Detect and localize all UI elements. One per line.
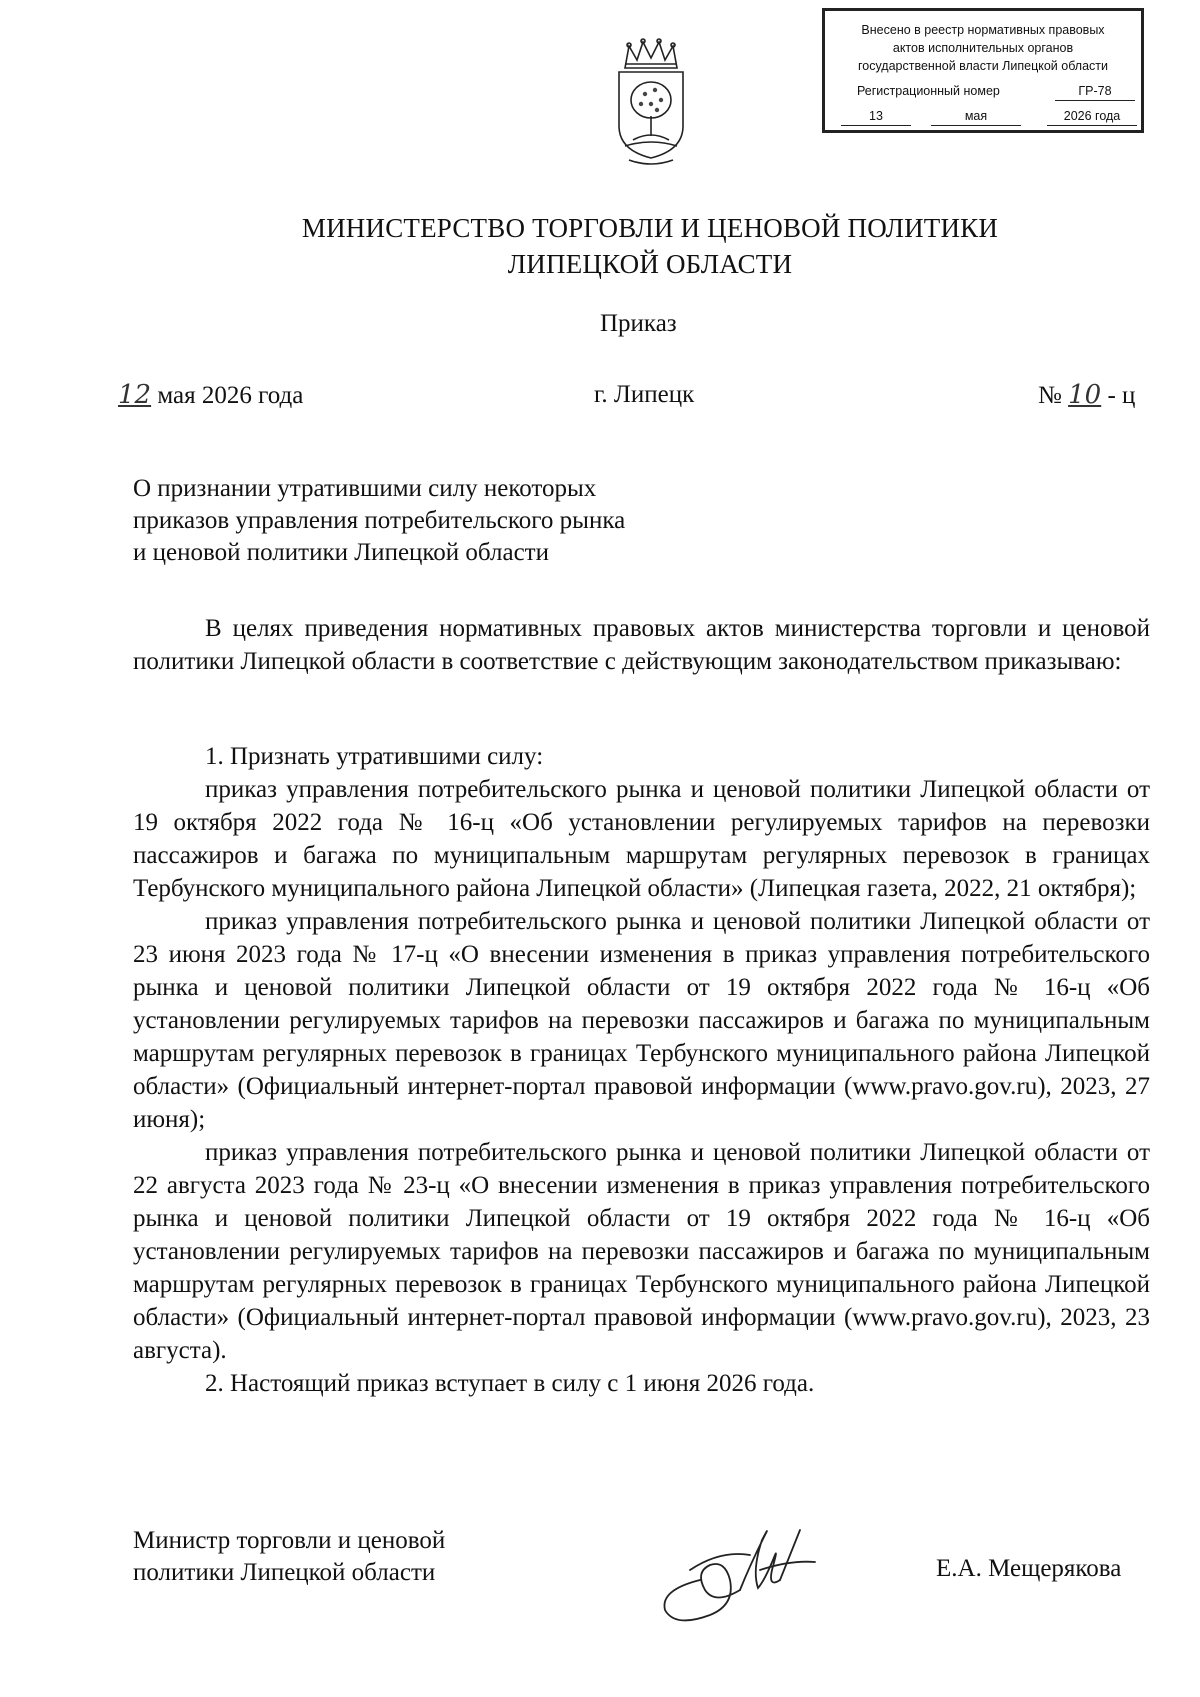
stamp-line-2: актов исполнительных органов <box>892 41 1074 55</box>
preamble-paragraph: В целях приведения нормативных правовых актов министерства торговли и ценовой политики Липецкой области в соответствие с действующим законодательством приказываю: <box>133 615 1150 675</box>
handwritten-signature <box>640 1510 840 1630</box>
ministry-header <box>0 210 1200 282</box>
ministry-name-line-2: ЛИПЕЦКОЙ ОБЛАСТИ <box>507 249 793 279</box>
subject-line-2: приказов управления потребительского рынка <box>133 507 626 534</box>
order-city: г. Липецк <box>594 381 695 408</box>
order-day-handwritten: 12 <box>118 380 152 410</box>
order-body <box>133 740 1150 1400</box>
item-1-order-b: приказ управления потребительского рынка и ценовой политики Липецкой области от 23 июня 2023 года № 17-ц «О внесении изменения в приказ управления потребительского рынка и ценовой политики Липецкой области от 19 октября 2022 года № 16-ц «Об установлении регулируемых тарифов на перевозки пассажиров и багажа по муниципальным маршрутам регулярных перевозок в границах Тербунского муниципального района Липецкой области» (Официальный интернет-портал правовой информации (www.pravo.gov.ru), 2023, 27 июня); <box>133 908 1150 1133</box>
document-type: Приказ <box>600 310 677 337</box>
stamp-date-row <box>835 107 1131 127</box>
stamp-month: мая <box>931 107 1021 126</box>
stamp-day: 13 <box>841 107 911 126</box>
signer-name: Е.А. Мещерякова <box>936 1555 1122 1582</box>
stamp-line-1: Внесено в реестр нормативных правовых <box>861 23 1105 37</box>
subject-line-1: О признании утратившими силу некоторых <box>133 475 597 502</box>
order-number <box>1038 378 1135 413</box>
stamp-registration-label: Регистрационный номер <box>857 84 1000 98</box>
item-1-heading: 1. Признать утратившими силу: <box>205 743 544 770</box>
order-preamble <box>133 612 1150 678</box>
item-2-paragraph: 2. Настоящий приказ вступает в силу с 1 июня 2026 года. <box>205 1370 815 1397</box>
item-1-order-c: приказ управления потребительского рынка и ценовой политики Липецкой области от 22 августа 2023 года № 23-ц «О внесении изменения в приказ управления потребительского рынка и ценовой политики Липецкой области от 19 октября 2022 года № 16-ц «Об установлении регулируемых тарифов на перевозки пассажиров и багажа по муниципальным маршрутам регулярных перевозок в границах Тербунского муниципального района Липецкой области» (Официальный интернет-портал правовой информации (www.pravo.gov.ru), 2023, 23 августа). <box>133 1139 1150 1364</box>
order-number-suffix: - ц <box>1107 382 1136 409</box>
item-1-order-a: приказ управления потребительского рынка и ценовой политики Липецкой области от 19 октября 2022 года № 16-ц «Об установлении регулируемых тарифов на перевозки пассажиров и багажа по муниципальным маршрутам регулярных перевозок в границах Тербунского муниципального района Липецкой области» (Липецкая газета, 2022, 21 октября); <box>133 776 1150 902</box>
stamp-registration-number: ГР-78 <box>1055 82 1135 101</box>
stamp-year: 2026 года <box>1047 107 1137 126</box>
stamp-line-3: государственной власти Липецкой области <box>857 59 1109 73</box>
signer-title <box>133 1525 445 1589</box>
order-subject <box>133 473 625 569</box>
ministry-name-line-1: МИНИСТЕРСТВО ТОРГОВЛИ И ЦЕНОВОЙ ПОЛИТИКИ <box>301 213 999 243</box>
order-number-handwritten: 10 <box>1068 380 1102 410</box>
coat-of-arms-icon <box>611 38 691 168</box>
order-date-text: мая 2026 года <box>157 382 304 409</box>
stamp-registration-row <box>835 82 1131 102</box>
order-date <box>118 378 303 413</box>
registry-stamp <box>822 8 1144 133</box>
subject-line-3: и ценовой политики Липецкой области <box>133 539 549 566</box>
order-number-prefix: № <box>1038 382 1062 409</box>
signer-title-line-2: политики Липецкой области <box>133 1559 436 1586</box>
signer-title-line-1: Министр торговли и ценовой <box>133 1527 446 1554</box>
